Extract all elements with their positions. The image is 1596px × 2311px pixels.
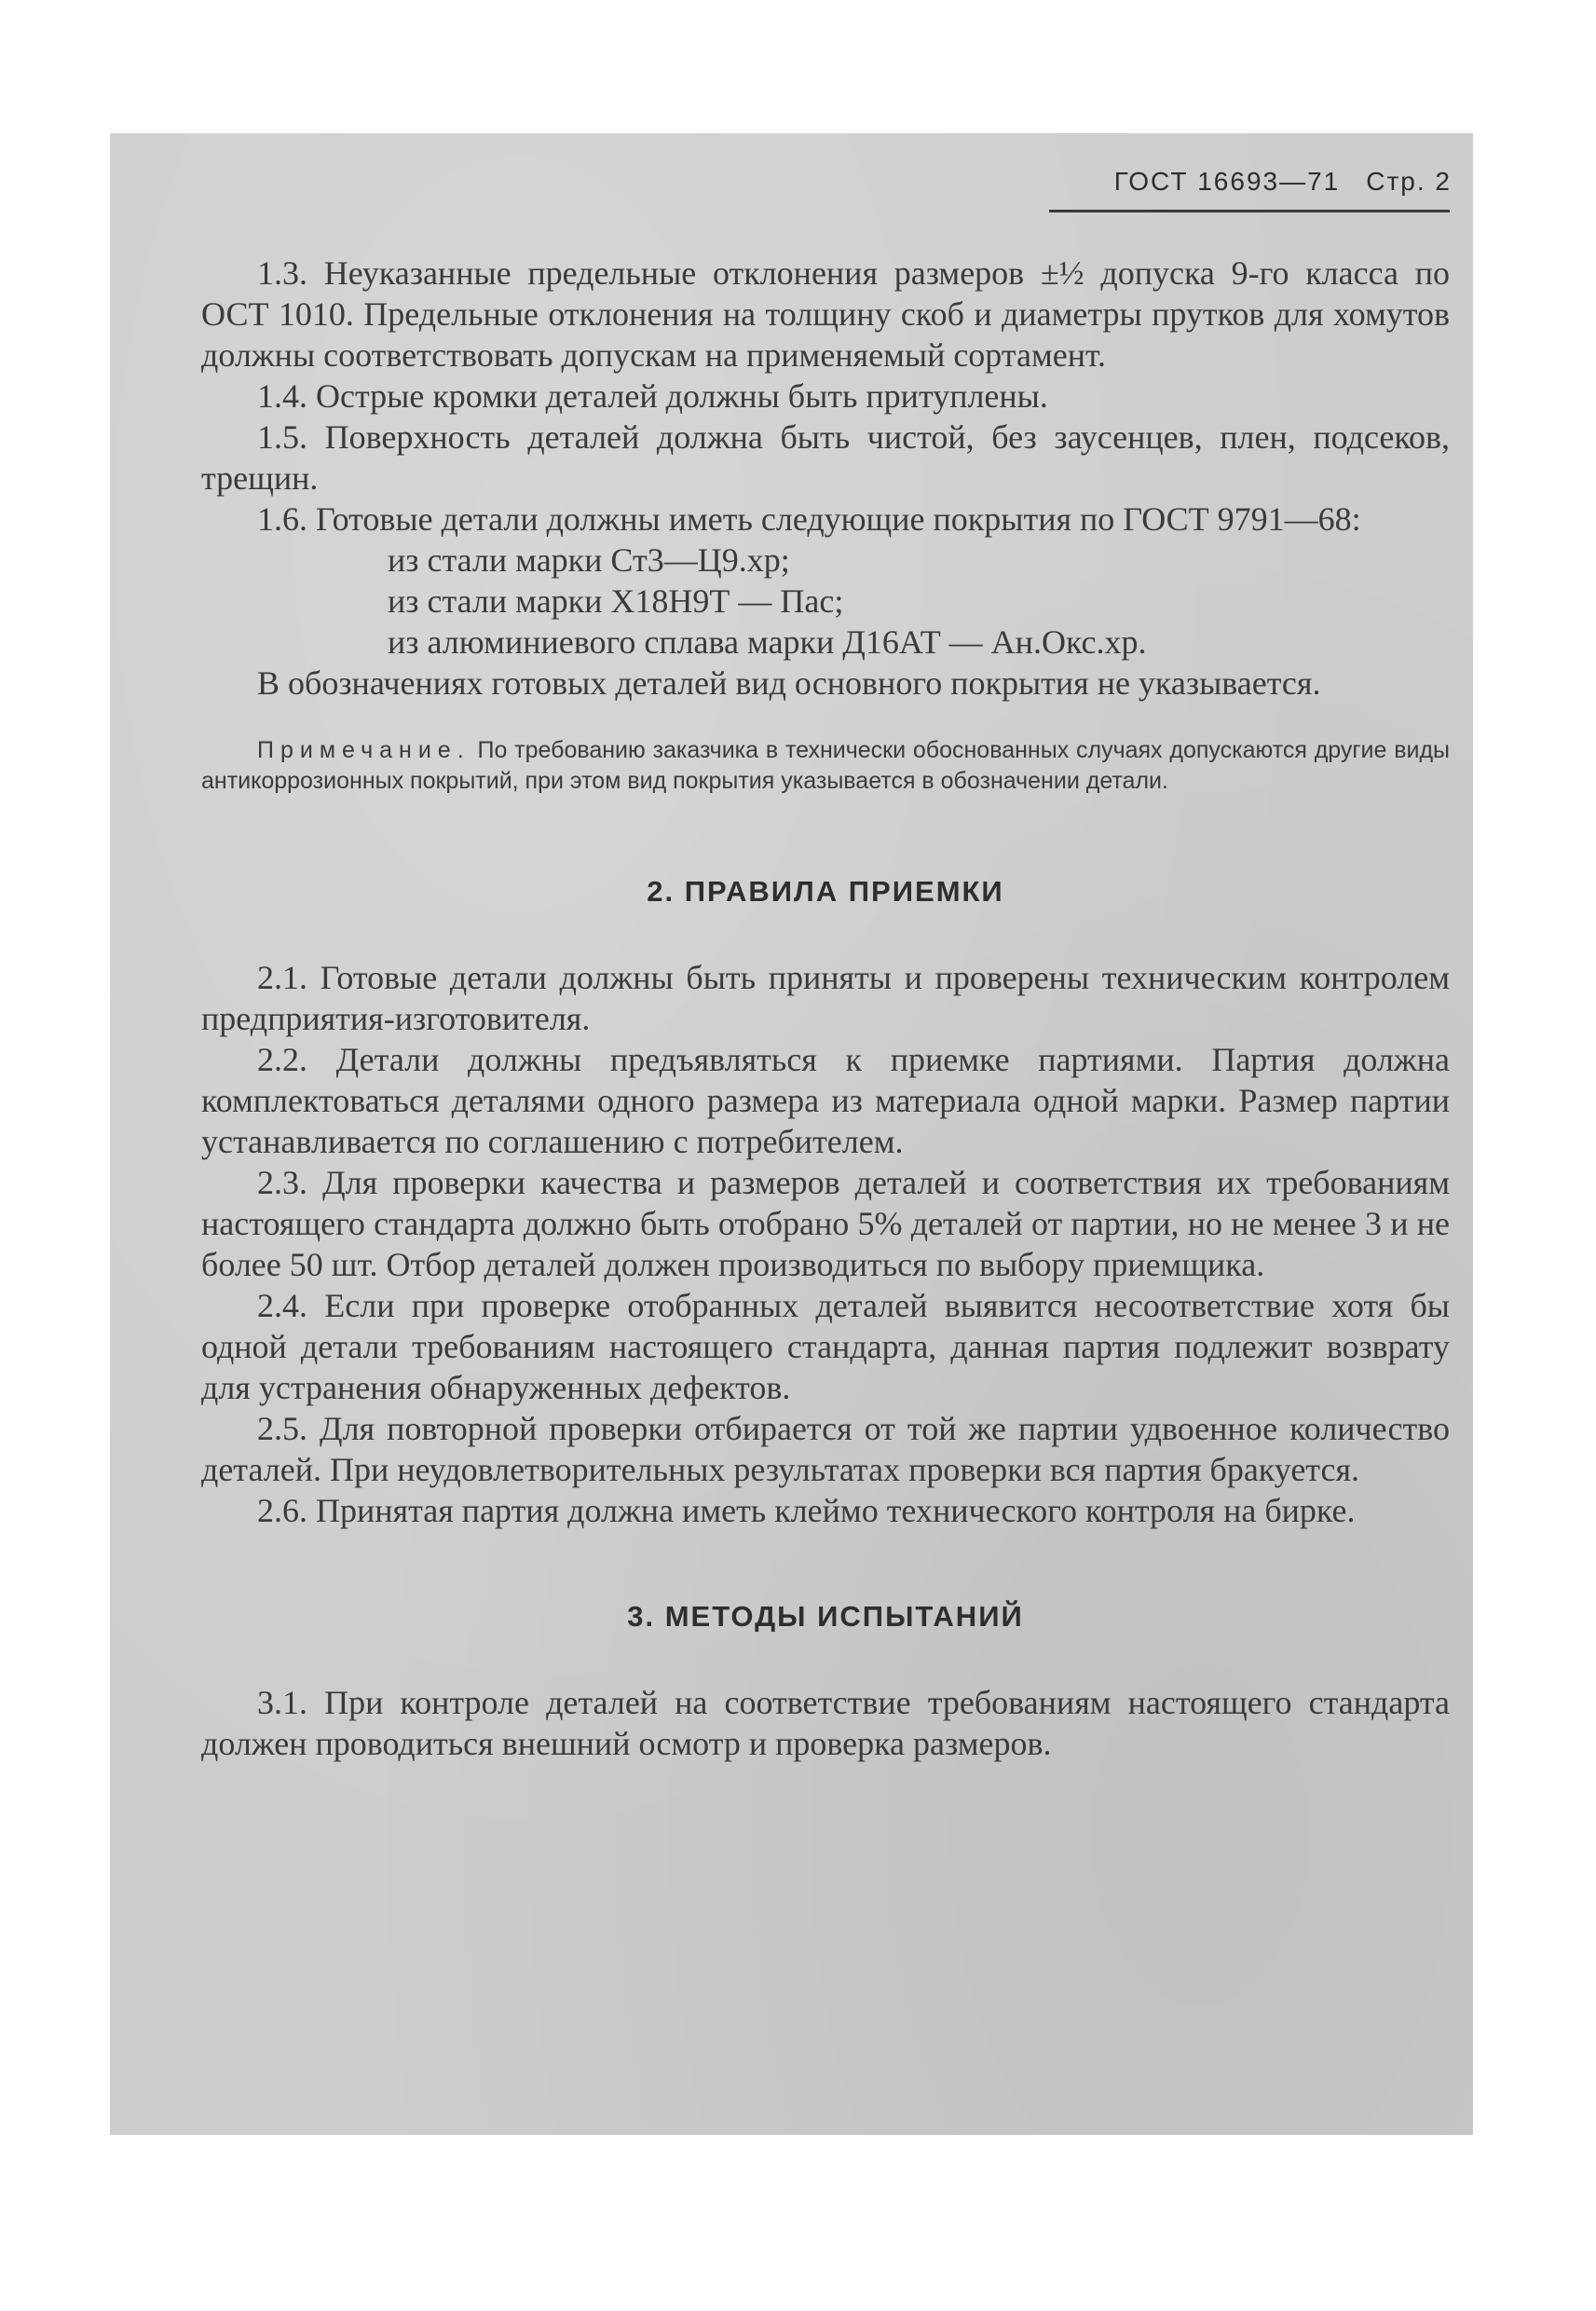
covering-item: из стали марки Х18Н9Т — Пас; — [388, 582, 844, 620]
note — [201, 735, 1450, 797]
paragraph-designation: В обозначениях готовых деталей вид основного покрытия не указывается. — [257, 664, 1321, 702]
paragraph-3-1: 3.1. При контроле деталей на соответствие требованиям настоящего стандарта должен проводиться внешний осмотр и проверка размеров. — [201, 1684, 1450, 1762]
section-2-title: 2. ПРАВИЛА ПРИЕМКИ — [647, 875, 1004, 908]
paragraph-1-3: 1.3. Неуказанные предельные отклонения размеров ±½ допуска 9-го класса по ОСТ 1010. Предельные отклонения на толщину скоб и диаметры прутков для хомутов должны соответствовать допускам на применяемый сортамент. — [201, 254, 1450, 374]
paragraph-1-4: 1.4. Острые кромки деталей должны быть притуплены. — [257, 377, 1048, 415]
paragraph-2-2: 2.2. Детали должны предъявляться к приемке партиями. Партия должна комплектоваться деталями одного размера из материала одной марки. Размер партии устанавливается по соглашению с потребителем. — [201, 1041, 1450, 1160]
paragraph-1-5: 1.5. Поверхность деталей должна быть чистой, без заусенцев, плен, подсеков, трещин. — [201, 418, 1450, 497]
page-header — [1051, 167, 1452, 197]
scanned-page — [110, 133, 1473, 2135]
covering-item: из алюминиевого сплава марки Д16АТ — Ан.Окс.хр. — [388, 623, 1147, 661]
page-number: Стр. 2 — [1366, 167, 1452, 196]
standard-number: ГОСТ 16693—71 — [1113, 167, 1341, 196]
paragraph-2-6: 2.6. Принятая партия должна иметь клеймо технического контроля на бирке. — [257, 1492, 1356, 1529]
paragraph-2-3: 2.3. Для проверки качества и размеров деталей и соответствия их требованиям настоящего стандарта должно быть отобрано 5% деталей от партии, но не менее 3 и не более 50 шт. Отбор деталей должен производиться по выбору приемщика. — [201, 1164, 1450, 1283]
note-text: По требованию заказчика в технически обоснованных случаях допускаются другие виды антикоррозионных покрытий, при этом вид покрытия указывается в обозначении детали. — [201, 737, 1451, 794]
header-rule — [1049, 210, 1450, 212]
section-3-title: 3. МЕТОДЫ ИСПЫТАНИЙ — [627, 1600, 1024, 1633]
paragraph-1-6: 1.6. Готовые детали должны иметь следующие покрытия по ГОСТ 9791—68: — [257, 500, 1361, 538]
covering-item: из стали марки Ст3—Ц9.хр; — [388, 541, 790, 579]
paragraph-2-5: 2.5. Для повторной проверки отбирается от той же партии удвоенное количество деталей. При неудовлетворительных результатах проверки вся партия бракуется. — [201, 1410, 1450, 1488]
note-label: Примечание. — [257, 737, 471, 763]
paragraph-2-1: 2.1. Готовые детали должны быть приняты и проверены техническим контролем предприятия-изготовителя. — [201, 959, 1450, 1037]
paragraph-2-4: 2.4. Если при проверке отобранных деталей выявится несоответствие хотя бы одной детали требованиям настоящего стандарта, данная партия подлежит возврату для устранения обнаруженных дефектов. — [201, 1287, 1450, 1406]
document-body — [201, 253, 1450, 1764]
